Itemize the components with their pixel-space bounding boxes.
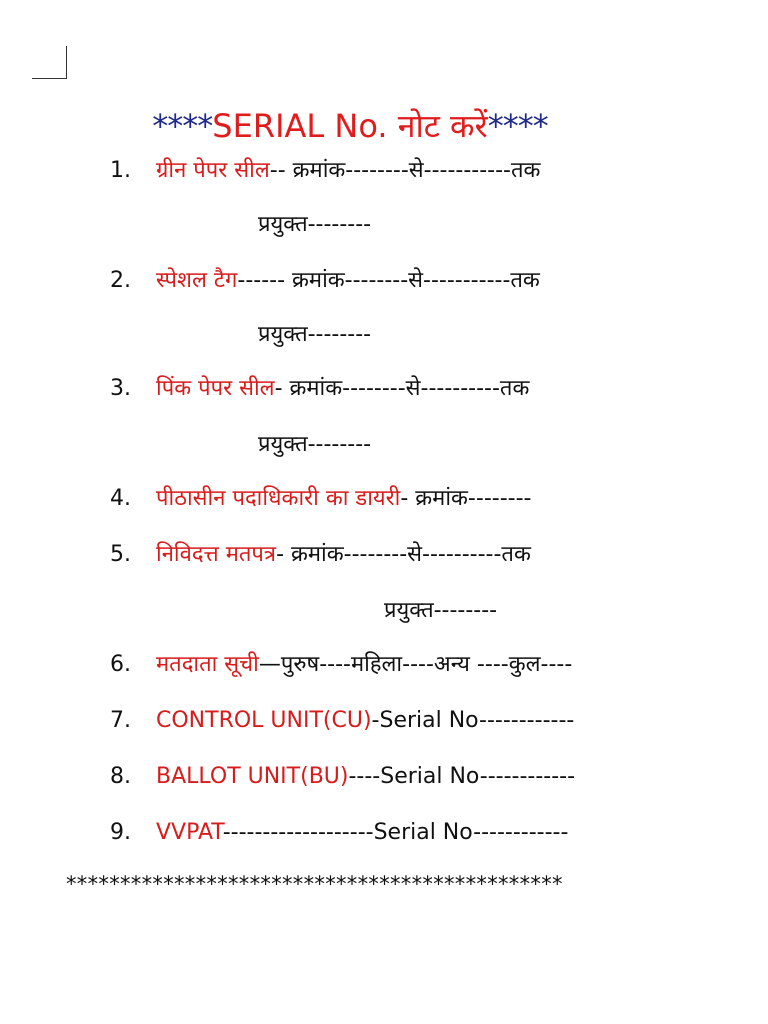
item-label: ग्रीन पेपर सील (156, 158, 270, 183)
list-item (110, 706, 574, 736)
item-used-line: प्रयुक्त-------- (258, 322, 372, 347)
item-number: 7. (110, 708, 131, 733)
page-corner-mark (32, 46, 67, 79)
item-blanks: -Serial No------------ (371, 708, 575, 733)
item-number: 3. (110, 376, 131, 401)
item-label: पिंक पेपर सील (156, 376, 275, 401)
item-label: CONTROL UNIT(CU) (156, 708, 372, 733)
item-label: निविदत्त मतपत्र (156, 542, 277, 567)
item-number: 8. (110, 764, 131, 789)
item-used-line: प्रयुक्त-------- (258, 432, 372, 457)
item-blanks: - क्रमांक-------- (400, 486, 532, 511)
list-item (110, 818, 568, 848)
list-item (110, 266, 540, 296)
item-blanks: —पुरुष----महिला----अन्य ----कुल---- (258, 652, 573, 677)
item-label: मतदाता सूची (156, 652, 259, 677)
item-blanks: ----Serial No------------ (348, 764, 576, 789)
item-blanks: ------ क्रमांक--------से-----------तक (237, 268, 540, 293)
item-used-line: प्रयुक्त-------- (258, 212, 372, 237)
item-label: पीठासीन पदाधिकारी का डायरी (156, 486, 401, 511)
list-item (110, 374, 529, 404)
list-item (110, 540, 531, 570)
item-blanks: - क्रमांक--------से----------तक (274, 376, 530, 401)
footer-star-line: ********************************************** (66, 872, 563, 896)
page-title (0, 106, 700, 146)
title-stars-right: **** (487, 107, 548, 145)
item-number: 2. (110, 268, 131, 293)
item-blanks: -- क्रमांक--------से-----------तक (269, 158, 541, 183)
item-label: BALLOT UNIT(BU) (156, 764, 349, 789)
item-label: स्पेशल टैग (156, 268, 238, 293)
list-item (110, 650, 572, 680)
item-number: 9. (110, 820, 131, 845)
title-text: SERIAL No. नोट करें (212, 107, 488, 145)
item-blanks: -------------------Serial No------------ (222, 820, 569, 845)
item-number: 5. (110, 542, 131, 567)
item-number: 6. (110, 652, 131, 677)
item-number: 4. (110, 486, 131, 511)
title-stars-left: **** (152, 107, 213, 145)
item-label: VVPAT (156, 820, 223, 845)
list-item (110, 156, 540, 186)
list-item (110, 762, 575, 792)
item-blanks: - क्रमांक--------से----------तक (276, 542, 531, 567)
item-number: 1. (110, 158, 131, 183)
item-used-line: प्रयुक्त-------- (384, 598, 498, 623)
list-item (110, 484, 531, 514)
